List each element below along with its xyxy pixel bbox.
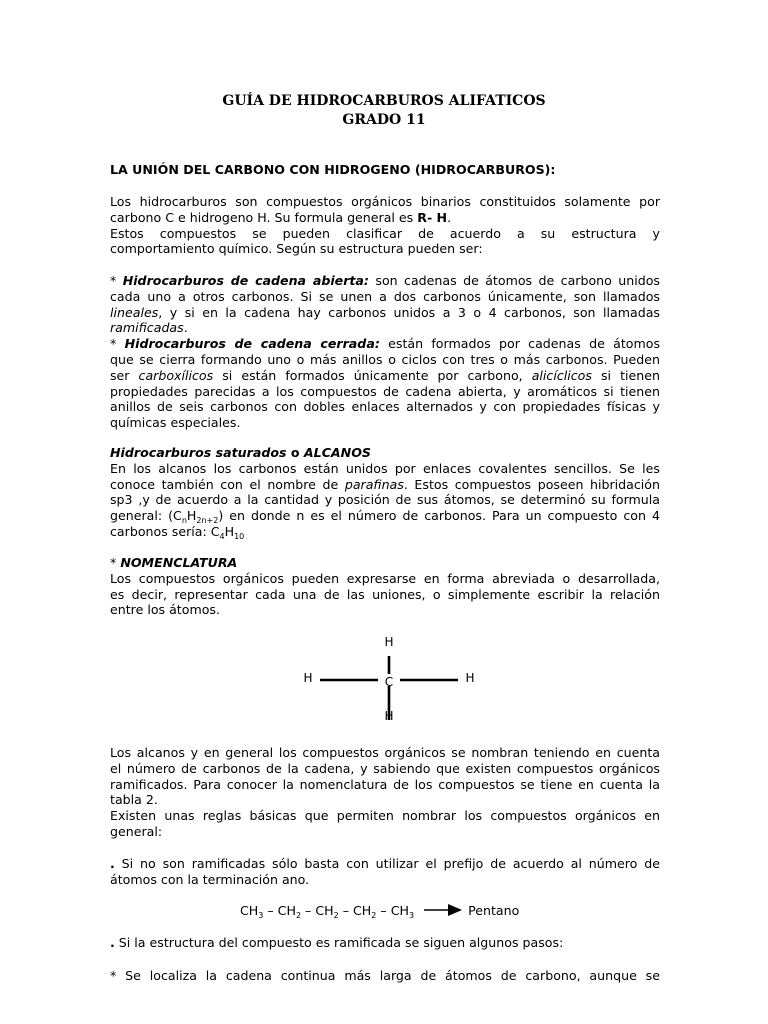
text-run: si tienen — [591, 367, 660, 383]
bond-dash: – — [338, 903, 354, 918]
subscript: 2 — [333, 911, 339, 920]
term-nomenclatura: NOMENCLATURA — [120, 555, 238, 570]
methane-structure-svg — [290, 630, 490, 726]
term-alcanos: ALCANOS — [303, 445, 371, 460]
text-line: * Se localiza la cadena continua más larga de átomos de carbono, aunque se — [110, 968, 660, 983]
section-heading-text: LA UNIÓN DEL CARBONO CON HIDROGENO (HIDROCARBUROS): — [110, 162, 556, 177]
text-line — [110, 477, 660, 493]
text-line: Los compuestos orgánicos pueden expresarse en forma abreviada o desarrollada, — [110, 570, 660, 586]
group-ch3: CH — [240, 903, 259, 918]
bond-dash: – — [263, 903, 278, 918]
text-line: ramificados. Para conocer la nomenclatura de los compuestos se tiene en cuenta la — [110, 776, 660, 792]
text-line: que se cierra formando uno o más anillos o ciclos con tres o más carbonos. Pueden — [110, 351, 660, 367]
text-line: átomos con la terminación ano. — [110, 871, 310, 887]
text-run: . Estos compuestos poseen hibridación — [403, 476, 660, 492]
text-line — [110, 368, 660, 384]
subscript: 10 — [234, 531, 245, 541]
bond-dash: – — [376, 903, 391, 918]
text-line: propiedades parecidas a los compuestos de cadena abierta, y aromáticos si tienen — [110, 383, 660, 399]
term-ramificadas: ramificadas — [110, 320, 184, 336]
methane-structure-diagram — [290, 630, 490, 726]
group-ch2: CH — [353, 903, 372, 918]
subscript: 2n+2 — [196, 516, 219, 526]
term-closed-chain: Hidrocarburos de cadena cerrada: — [124, 336, 380, 352]
bullet-dot: . — [110, 935, 115, 950]
text-line: general: — [110, 823, 163, 839]
group-ch2: CH — [277, 903, 296, 918]
paragraph-intro — [110, 194, 660, 257]
text-line — [110, 524, 660, 540]
text-line — [110, 320, 660, 336]
subscript: 2 — [295, 911, 302, 920]
text-line — [110, 305, 660, 321]
subheading-alkanes — [110, 445, 660, 461]
paragraph-rule-2 — [110, 935, 660, 951]
subscript: 2 — [371, 911, 377, 920]
text-line — [110, 508, 660, 524]
text-run: o — [286, 445, 304, 460]
atom-c-center: C — [384, 675, 394, 689]
subscript: n — [181, 516, 187, 526]
formula-rh: R- H — [417, 209, 448, 225]
text-run: conoce también con el nombre de — [110, 476, 345, 492]
text-line: químicas especiales. — [110, 415, 241, 431]
text-line: Existen unas reglas básicas que permiten nombrar los compuestos orgánicos en — [110, 808, 660, 824]
paragraph-rule-1 — [110, 856, 660, 888]
document-title: GUÍA DE HIDROCARBUROS ALIFATICOS — [222, 93, 546, 109]
atom-h-bottom: H — [384, 709, 394, 723]
term-saturados: Hidrocarburos saturados — [110, 445, 287, 460]
arrow-right-icon — [424, 903, 464, 917]
text-run: si están formados únicamente por carbono, — [213, 367, 532, 383]
subscript: 3 — [408, 911, 415, 920]
text-run: general: (C — [110, 508, 182, 524]
text-line — [110, 210, 660, 226]
text-line — [110, 273, 660, 289]
text-line — [110, 336, 660, 352]
term-lineales: lineales — [110, 304, 159, 320]
text-run: carbono C e hidrogeno H. Su formula general es — [110, 209, 418, 225]
text-line: es decir, representar cada una de las uniones, o simplemente escribir la relación — [110, 586, 660, 602]
text-line: Los hidrocarburos son compuestos orgánicos binarios constituidos solamente por — [110, 194, 660, 209]
text-run: H — [186, 508, 197, 524]
bullet-dot: . — [110, 856, 115, 871]
document-subtitle: GRADO 11 — [342, 112, 426, 128]
text-line: anillos de seis carbonos con dobles enlaces alternados y con propiedades físicas y — [110, 399, 660, 415]
subscript: 4 — [219, 531, 225, 541]
text-run: . — [183, 320, 188, 336]
text-run: Si no son ramificadas sólo basta con utilizar el prefijo de acuerdo al número de — [114, 856, 660, 871]
subheading-nomenclature — [110, 555, 660, 571]
bond-dash: – — [301, 903, 316, 918]
text-run: son cadenas de átomos de carbono unidos — [368, 273, 660, 288]
text-line: el número de carbonos de la cadena, y sabiendo que existen compuestos orgánicos — [110, 760, 660, 776]
text-line: Los alcanos y en general los compuestos orgánicos se nombran teniendo en cuenta — [110, 745, 660, 760]
text-line: Estos compuestos se pueden clasificar de acuerdo a su estructura y — [110, 225, 660, 241]
pentane-equation — [240, 903, 540, 923]
paragraph-nomenclature — [110, 555, 660, 618]
text-run: están formados por cadenas de átomos — [379, 336, 661, 352]
text-line — [110, 935, 660, 951]
text-run: carbonos sería: C — [110, 523, 220, 539]
term-open-chain: Hidrocarburos de cadena abierta: — [122, 273, 369, 288]
bullet-star: * — [110, 555, 121, 570]
atom-h-right: H — [465, 671, 475, 685]
text-run: ) en donde n es el número de carbonos. Para un compuesto con 4 — [218, 508, 660, 524]
text-line: tabla 2. — [110, 792, 158, 808]
paragraph-rule-step — [110, 968, 660, 984]
bullet-star: * — [110, 336, 125, 352]
product-name: Pentano — [468, 903, 520, 918]
text-run: H — [224, 523, 235, 539]
text-run: , y si en la cadena hay carbonos unidos a 3 o 4 carbonos, son llamadas — [158, 304, 660, 320]
subscript: 3 — [258, 911, 264, 920]
text-line: cada uno a otros carbonos. Si se unen a dos carbonos únicamente, son llamados — [110, 288, 660, 304]
atom-h-top: H — [384, 635, 394, 649]
paragraph-chain-types — [110, 273, 660, 431]
paragraph-naming-rules — [110, 745, 660, 840]
atom-h-left: H — [303, 671, 313, 685]
text-run: ser — [110, 367, 139, 383]
section-heading — [110, 162, 660, 178]
term-carboxilicos: carboxílicos — [138, 367, 214, 383]
text-line: sp3 ,y de acuerdo a la cantidad y posición de sus átomos, se determinó su formula — [110, 492, 660, 508]
text-line: En los alcanos los carbonos están unidos por enlaces covalentes sencillos. Se les — [110, 460, 660, 476]
text-line — [110, 856, 660, 872]
bullet-star: * — [110, 273, 123, 288]
text-run: Si la estructura del compuesto es ramificada se siguen algunos pasos: — [114, 935, 564, 950]
term-parafinas: parafinas — [344, 476, 404, 492]
text-line: entre los átomos. — [110, 602, 220, 618]
text-run: . — [447, 209, 452, 225]
term-aliciclicos: alicíclicos — [531, 367, 592, 383]
paragraph-alkanes — [110, 445, 660, 540]
group-ch3: CH — [390, 903, 409, 918]
group-ch2: CH — [315, 903, 334, 918]
text-line: comportamiento químico. Según su estructura pueden ser: — [110, 241, 483, 257]
